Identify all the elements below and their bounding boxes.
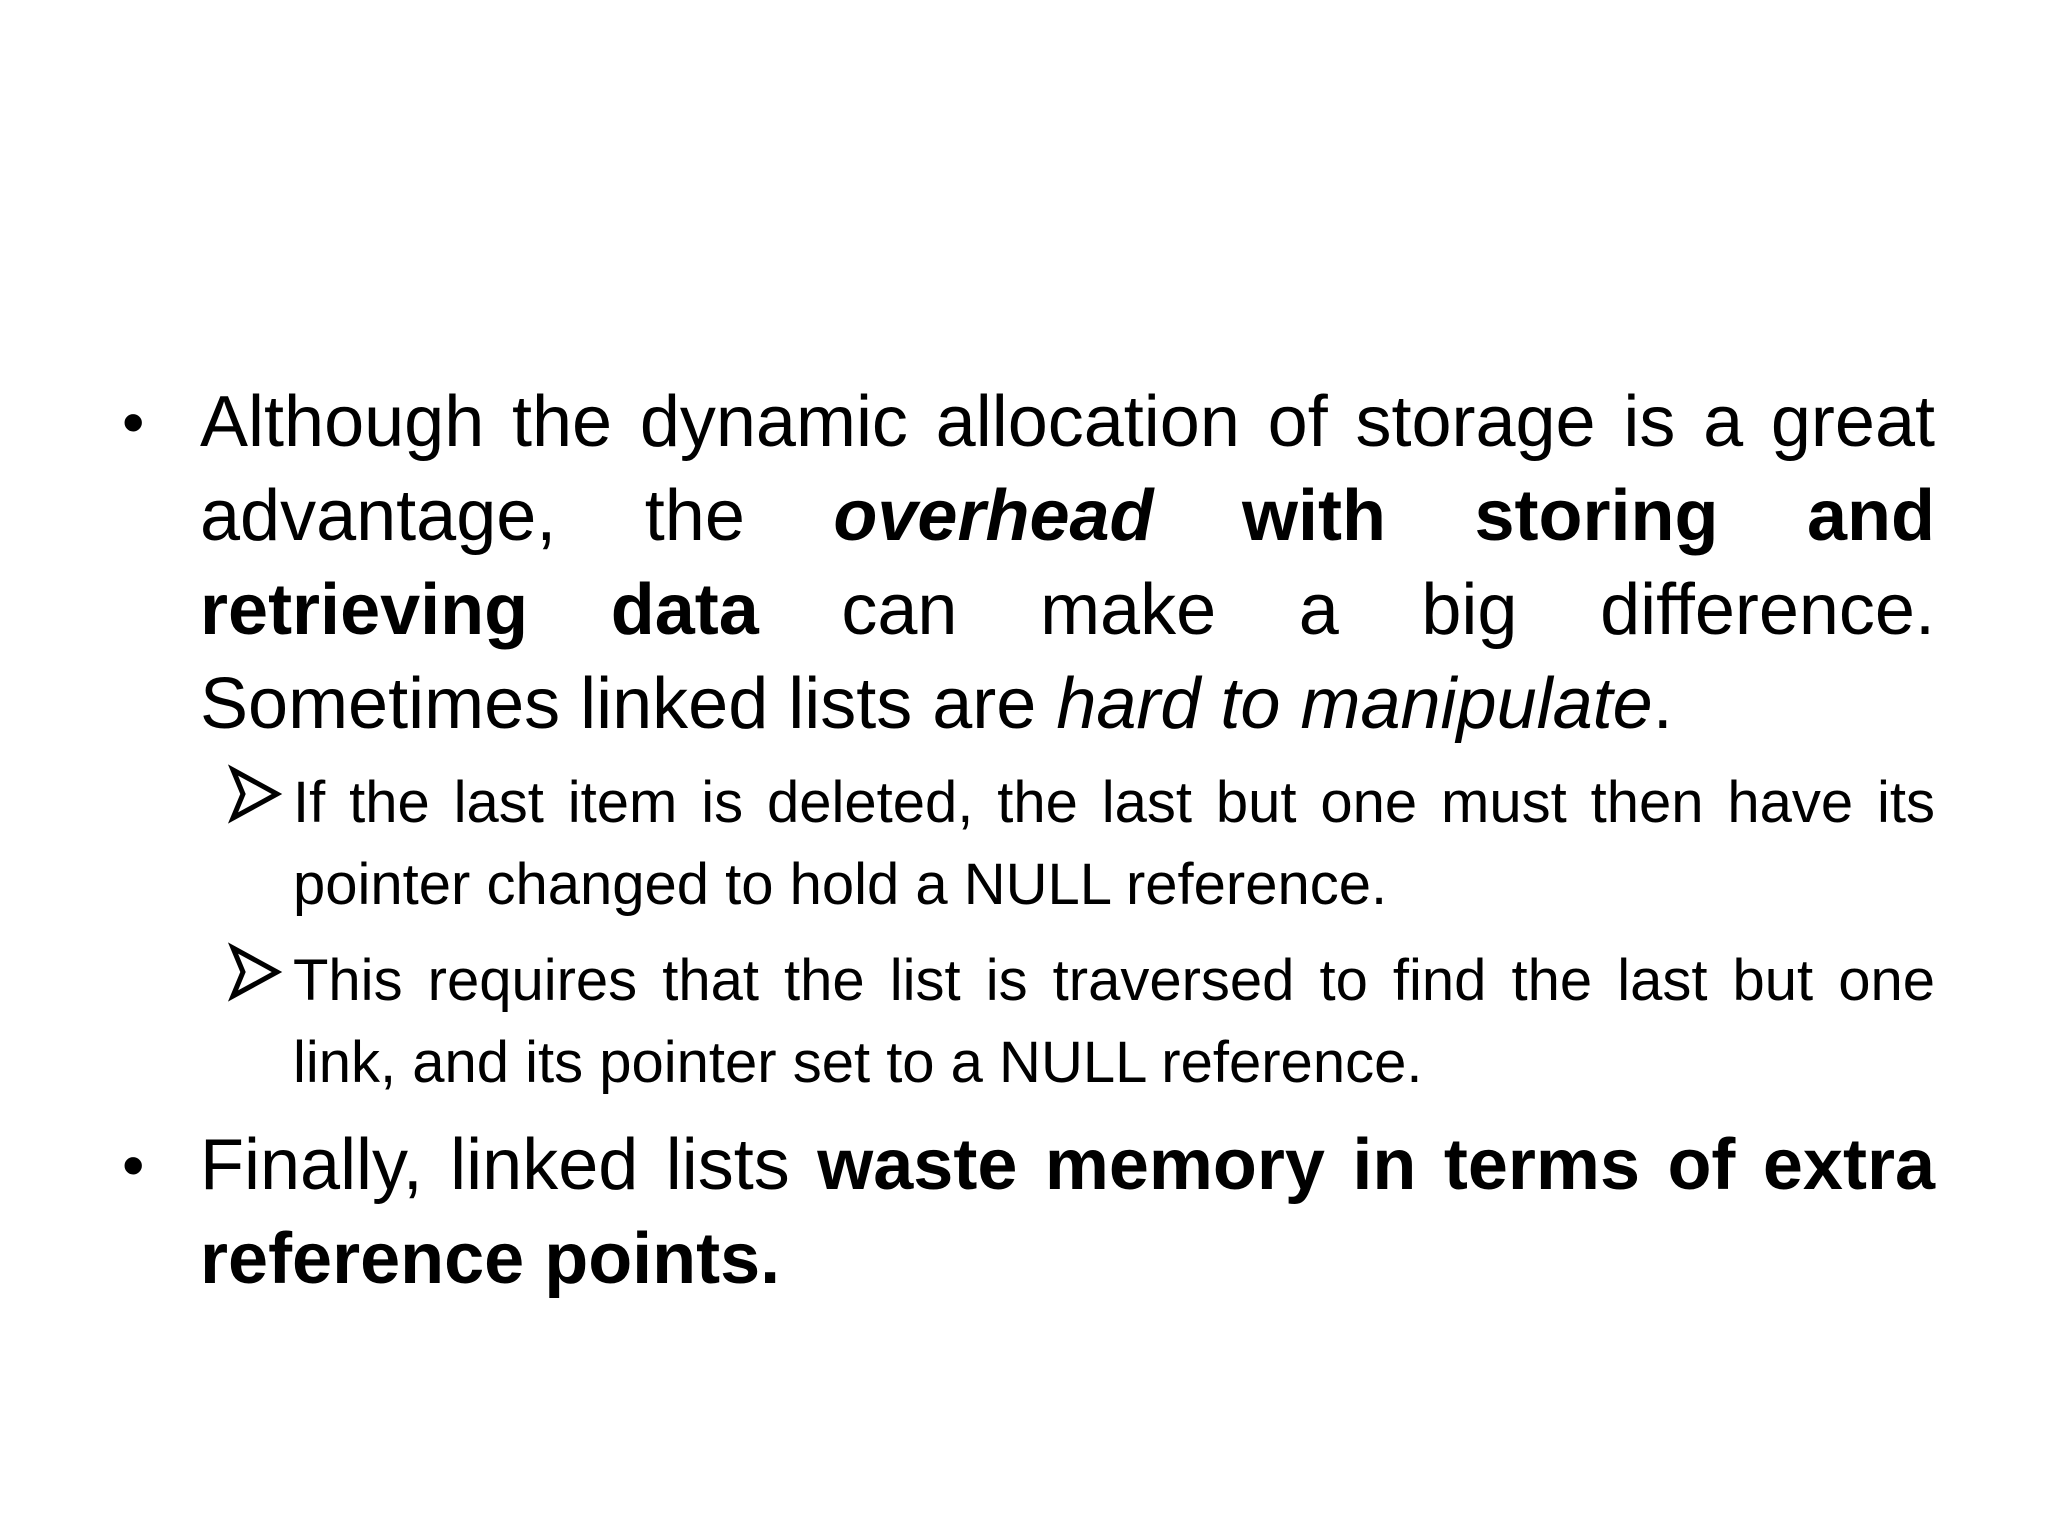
emphasis-waste-memory: waste memory in terms of extra reference points. <box>200 1125 1936 1299</box>
arrow-bullet-icon <box>227 942 283 1002</box>
bullet-item-waste-memory <box>122 1118 1936 1306</box>
sub-bullet-item-last-deleted <box>293 762 1935 926</box>
bullet-text: Although the dynamic allocation of storage is a great advantage, the <box>200 382 1935 556</box>
sub-bullet-item-traverse <box>293 940 1935 1104</box>
emphasis-storing-retrieving: with storing and retrieving data <box>200 476 1935 650</box>
bullet-item-storage-overhead <box>122 375 1935 751</box>
bullet-text: can make a big difference. Sometimes linked lists are <box>200 570 1935 744</box>
bullet-text-space <box>1154 476 1243 556</box>
sub-bullet-text: If the last item is deleted, the last but one must then have its pointer changed to hold a NULL reference. <box>293 770 1935 917</box>
bullet-dot: • <box>122 386 145 458</box>
arrow-bullet-icon <box>227 764 283 824</box>
emphasis-overhead: overhead <box>833 476 1154 556</box>
bullet-text-end: . <box>1652 664 1673 744</box>
emphasis-hard-to-manipulate: hard to manipulate <box>1056 664 1653 744</box>
sub-bullet-text: This requires that the list is traversed to find the last but one link, and its pointer set to a NULL reference. <box>293 948 1935 1095</box>
bullet-dot: • <box>122 1129 145 1201</box>
bullet-text: Finally, linked lists <box>200 1125 818 1205</box>
